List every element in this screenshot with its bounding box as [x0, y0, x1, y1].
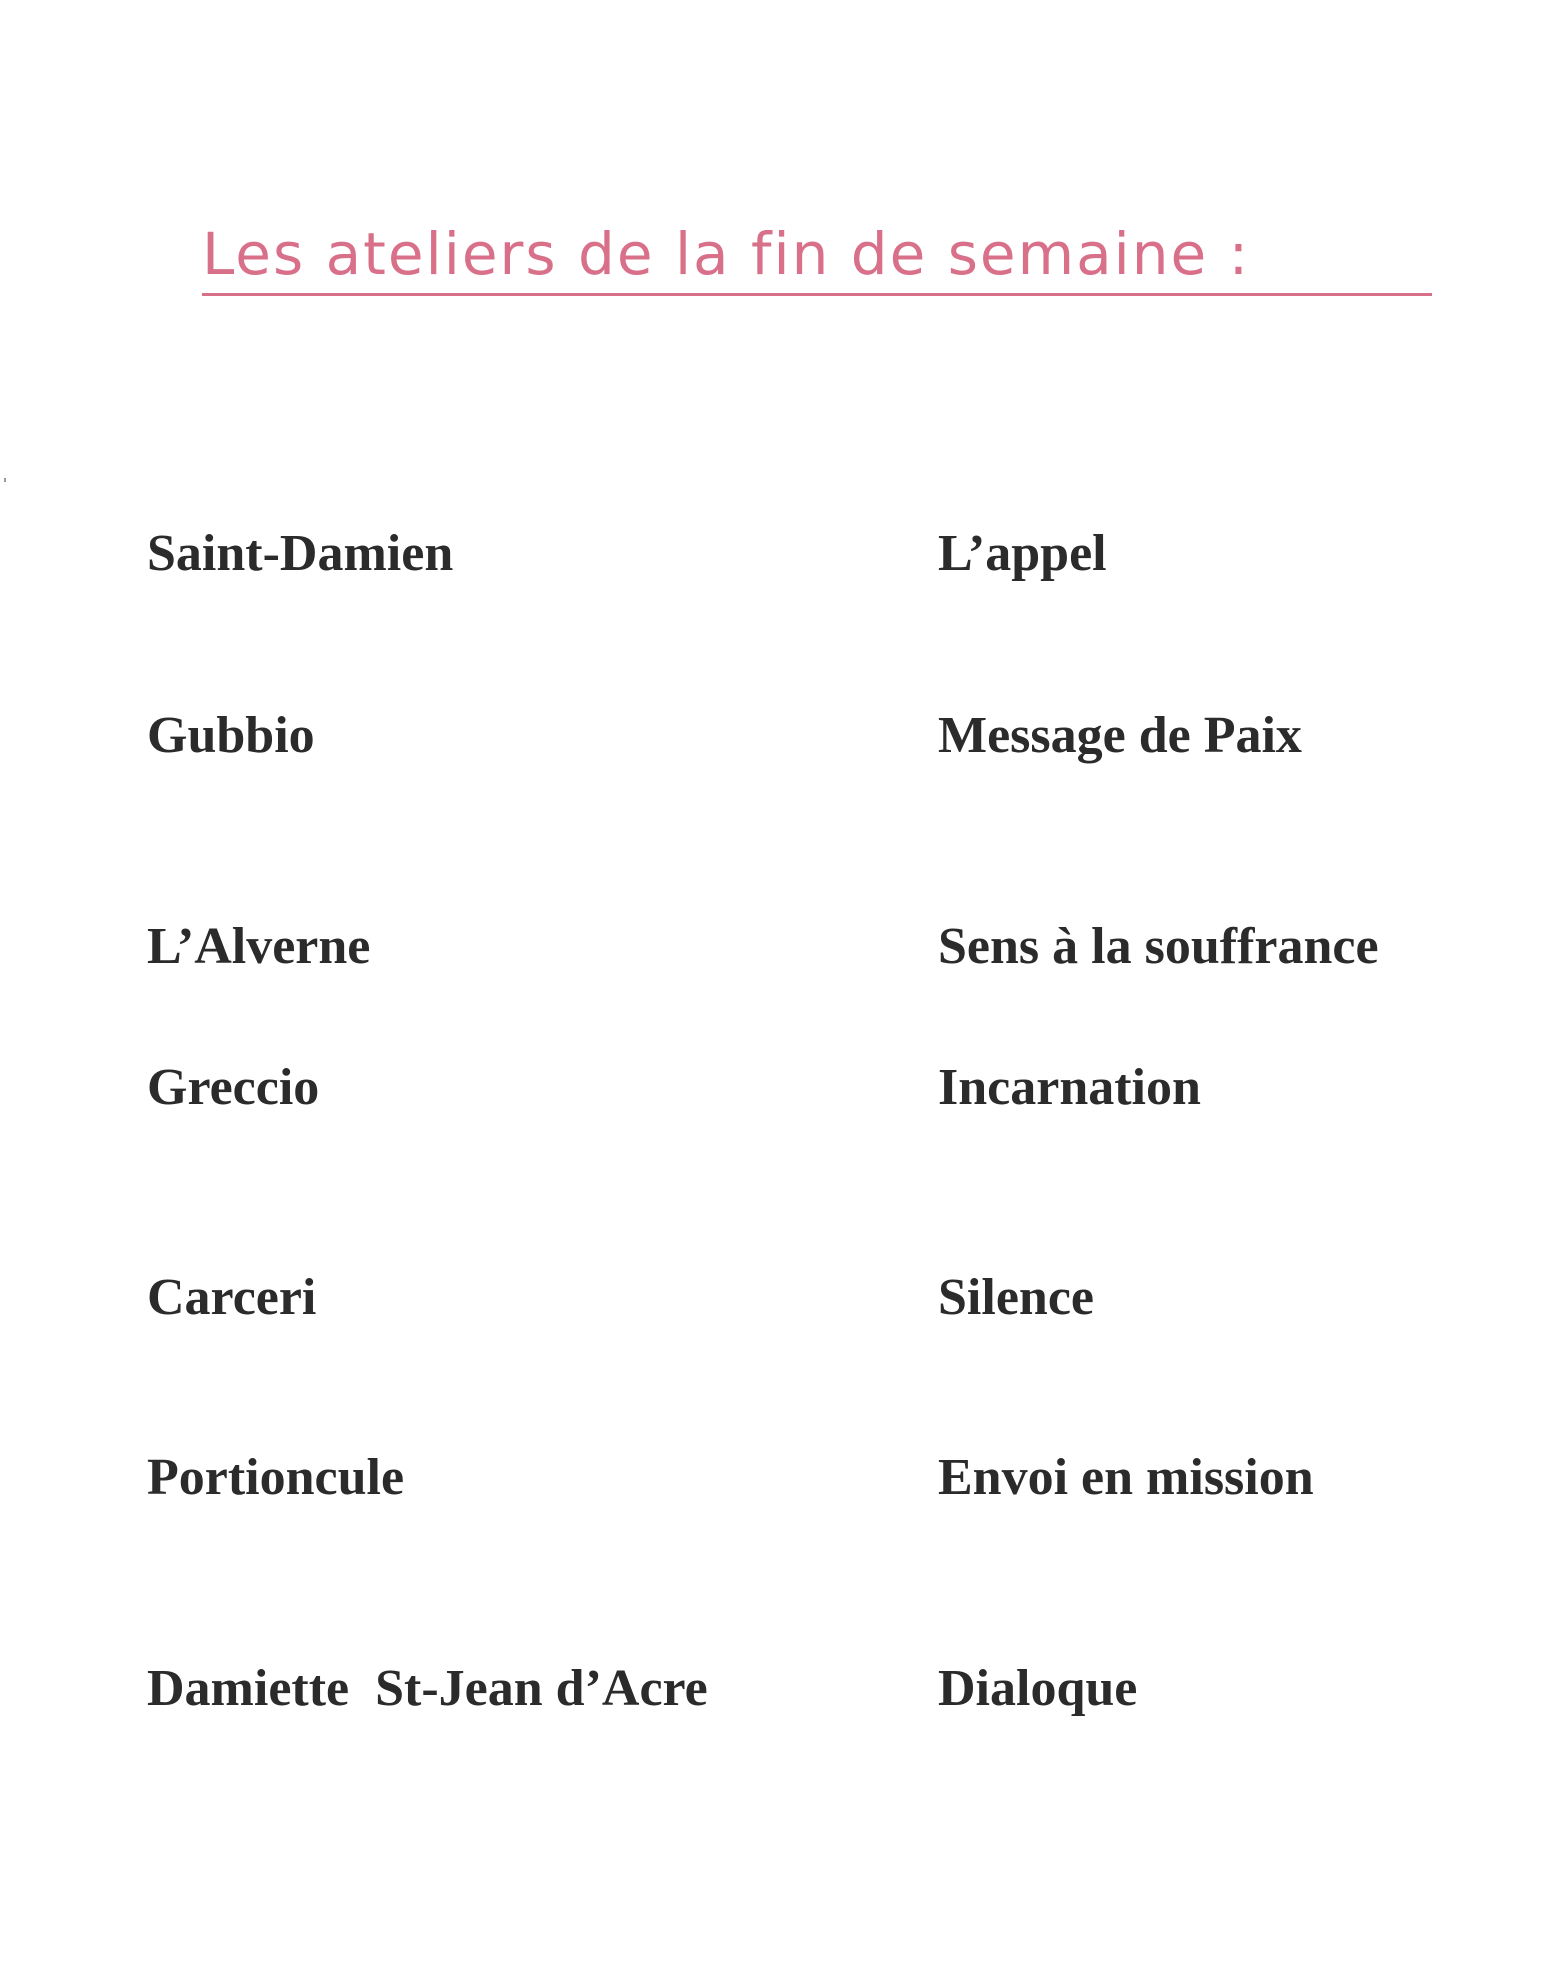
workshop-location-item: Portioncule [147, 1449, 405, 1506]
workshop-theme-item: Sens à la souffrance [938, 918, 1379, 975]
workshop-location-item: Damiette St-Jean d’Acre [147, 1660, 708, 1717]
title-underline [202, 293, 1432, 296]
workshop-theme-item: Silence [938, 1269, 1094, 1326]
workshop-location-item: Carceri [147, 1269, 317, 1326]
workshop-theme-item: Incarnation [938, 1059, 1201, 1116]
workshop-location-item: Greccio [147, 1059, 320, 1116]
workshop-location-item: L’Alverne [147, 918, 371, 975]
page-title: Les ateliers de la fin de semaine : [202, 220, 1251, 288]
workshop-theme-item: Message de Paix [938, 707, 1302, 764]
workshop-theme-item: Dialoque [938, 1660, 1138, 1717]
workshop-theme-item: L’appel [938, 525, 1107, 582]
workshop-location-item: Gubbio [147, 707, 315, 764]
scan-speck [4, 478, 6, 482]
workshop-theme-item: Envoi en mission [938, 1449, 1314, 1506]
workshop-location-item: Saint-Damien [147, 525, 454, 582]
